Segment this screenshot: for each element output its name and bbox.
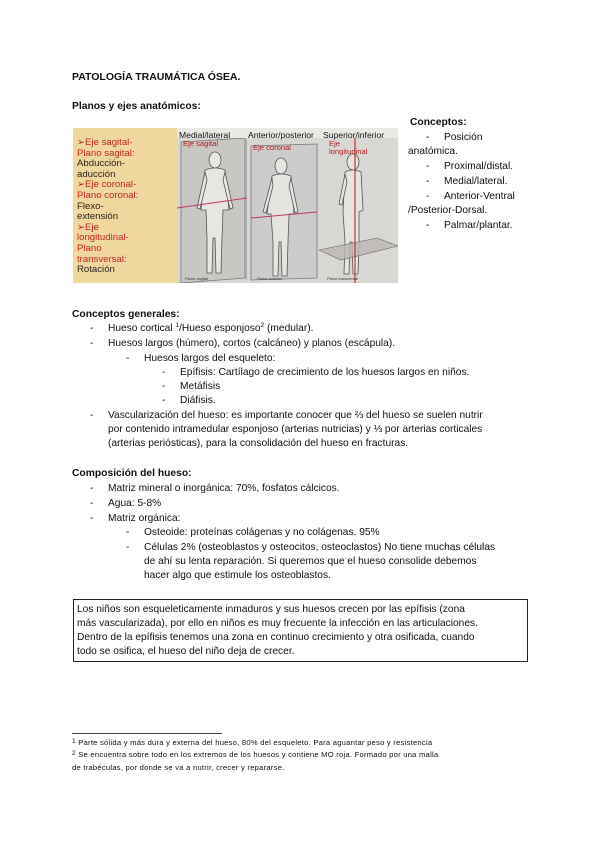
generales-subsubitem: Epífisis: Cartílago de crecimiento de los huesos largos en niños. (180, 367, 470, 378)
conceptos-dash: - (426, 220, 430, 231)
bullet-dash: - (90, 410, 94, 421)
composicion-item: Matriz orgánica: (108, 513, 181, 524)
footnote-text: Parte sólida y más dura y externa del hueso, 80% del esqueleto. Para aguantar peso y resistencia (78, 738, 433, 747)
svg-text:Plano transversal: Plano transversal (327, 276, 358, 281)
composicion-item: Agua: 5-8% (108, 498, 162, 509)
figure-legend-line: ➢Eje (77, 221, 99, 233)
generales-item-cont: por contenido intramedular esponjoso (arterias nutricias) y ⅓ por arterias corticales (108, 424, 483, 435)
anatomy-figures-illustration (177, 138, 398, 283)
concepto-item: Palmar/plantar. (444, 220, 513, 231)
figure-col-header-medial-lateral: Medial/lateral (179, 130, 231, 140)
conceptos-dash: - (426, 161, 430, 172)
footnote-text: Se encuentra sobre todo en los extremos de los huesos y contiene MO roja. Formado por una malla (78, 750, 439, 759)
conceptos-dash: - (426, 191, 430, 202)
figure-legend-line: Plano (77, 242, 102, 254)
generales-item: Huesos largos (húmero), cortos (calcáneo) y planos (escápula). (108, 338, 396, 349)
concepto-item: Proximal/distal. (444, 161, 514, 172)
footnote-ref-1: 1 (175, 322, 180, 329)
note-line: todo se osifica, el hueso del niño deja de crecer. (77, 646, 295, 657)
bullet-dash: - (90, 338, 94, 349)
generales-item-cont: (arterias periósticas), para la consolidación del hueso en fracturas. (108, 438, 409, 449)
bullet-dash: - (126, 542, 130, 553)
figure-tag-eje-sagital: Eje sagital (183, 139, 219, 148)
conceptos-heading: Conceptos: (410, 117, 467, 128)
concepto-item: Medial/lateral. (444, 176, 508, 187)
concepto-item-cont: /Posterior-Dorsal. (408, 205, 488, 216)
conceptos-dash: - (426, 176, 430, 187)
figure-tag-eje-coronal: Eje coronal (253, 143, 291, 152)
composicion-subitem-cont: de ahí su lenta reparación. Si queremos que el hueso consolide debemos (144, 556, 477, 567)
bullet-dash: - (162, 381, 166, 392)
footnote-1 (72, 738, 432, 749)
generales-item-text: (medular). (264, 323, 314, 334)
footnote-2-cont: de trabéculas, por donde se va a nutrir, crecer y repararse. (72, 763, 285, 772)
note-box (73, 599, 528, 662)
figure-col-header-anterior-posterior: Anterior/posterior (248, 130, 314, 140)
figure-legend-line: ➢Eje coronal- (77, 179, 137, 191)
generales-item-text: /Hueso esponjoso (179, 323, 261, 334)
anatomical-planes-figure (73, 128, 398, 283)
footnote-ref-2: 2 (260, 322, 265, 329)
figure-legend-line: Plano sagital: (77, 147, 135, 159)
bullet-dash: - (90, 323, 94, 334)
bullet-dash: - (162, 367, 166, 378)
figure-legend-line: Abducción- (77, 158, 125, 170)
figure-tag-eje: Eje (329, 139, 340, 148)
composicion-subitem: Células 2% (osteoblastos y osteocitos, osteoclastos) No tiene muchas células (144, 542, 496, 553)
bullet-dash: - (90, 483, 94, 494)
bullet-dash: - (90, 498, 94, 509)
footnote-2 (72, 750, 438, 761)
figure-legend-line: longitudinal- (77, 232, 129, 244)
footnote-separator (72, 733, 222, 734)
bullet-dash: - (162, 395, 166, 406)
figure-legend-line: Rotación (77, 264, 115, 276)
bullet-dash: - (126, 353, 130, 364)
concepto-item: Posición (444, 132, 483, 143)
figure-legend-line: Plano coronal: (77, 189, 139, 201)
footnote-number: 1 (72, 738, 76, 745)
generales-item-text: Hueso cortical (108, 323, 176, 334)
note-line: más vascularizada), por ello en niños es muy frecuente la infección en las articulaciones. (77, 618, 478, 629)
figure-legend-panel (73, 128, 177, 283)
planos-heading: Planos y ejes anatómicos: (72, 101, 201, 112)
footnote-number: 2 (72, 750, 76, 757)
concepto-item-cont: anatómica. (408, 146, 458, 157)
generales-subitem: Huesos largos del esqueleto: (144, 353, 276, 364)
composicion-subitem-cont: hacer algo que estimule los osteoblastos. (144, 570, 331, 581)
generales-subsubitem: Diáfisis. (180, 395, 216, 406)
figure-tag-longitudinal: longitudinal (329, 147, 368, 156)
figure-legend-text (77, 138, 177, 276)
figure-legend-line: transversal: (77, 253, 127, 265)
bullet-dash: - (90, 513, 94, 524)
note-line: Dentro de la epífisis tenemos una zona en continuo crecimiento y otra osificada, cuando (77, 632, 475, 643)
composicion-subitem: Osteoide: proteínas colágenas y no colágenas. 95% (144, 527, 380, 538)
concepto-item: Anterior-Ventral (444, 191, 515, 202)
generales-heading: Conceptos generales: (72, 309, 180, 320)
generales-item: Vascularización del hueso: es importante conocer que ⅔ del hueso se suelen nutrir (108, 410, 483, 421)
figure-legend-line: aducción (77, 168, 116, 180)
figure-col-header-superior-inferior: Superior/inferior (323, 130, 385, 140)
figure-legend-line: ➢Eje sagital- (77, 137, 133, 148)
figure-legend-line: Flexo- (77, 200, 104, 212)
page-title: PATOLOGÍA TRAUMÁTICA ÓSEA. (72, 71, 241, 83)
figure-legend-line: extensión (77, 211, 119, 223)
composicion-heading: Composición del hueso: (72, 468, 192, 479)
svg-text:Plano sagital: Plano sagital (185, 276, 208, 281)
conceptos-dash: - (426, 132, 430, 143)
composicion-item: Matriz mineral o inorgánica: 70%, fosfatos cálcicos. (108, 483, 340, 494)
bullet-dash: - (126, 527, 130, 538)
generales-subsubitem: Metáfisis (180, 381, 221, 392)
svg-text:Plano coronal: Plano coronal (257, 276, 282, 281)
generales-item-hueso-cortical (108, 322, 313, 336)
note-line: Los niños son esqueleticamente inmaduros y sus huesos crecen por las epífisis (zona (77, 604, 465, 615)
figure-photo (177, 138, 398, 283)
